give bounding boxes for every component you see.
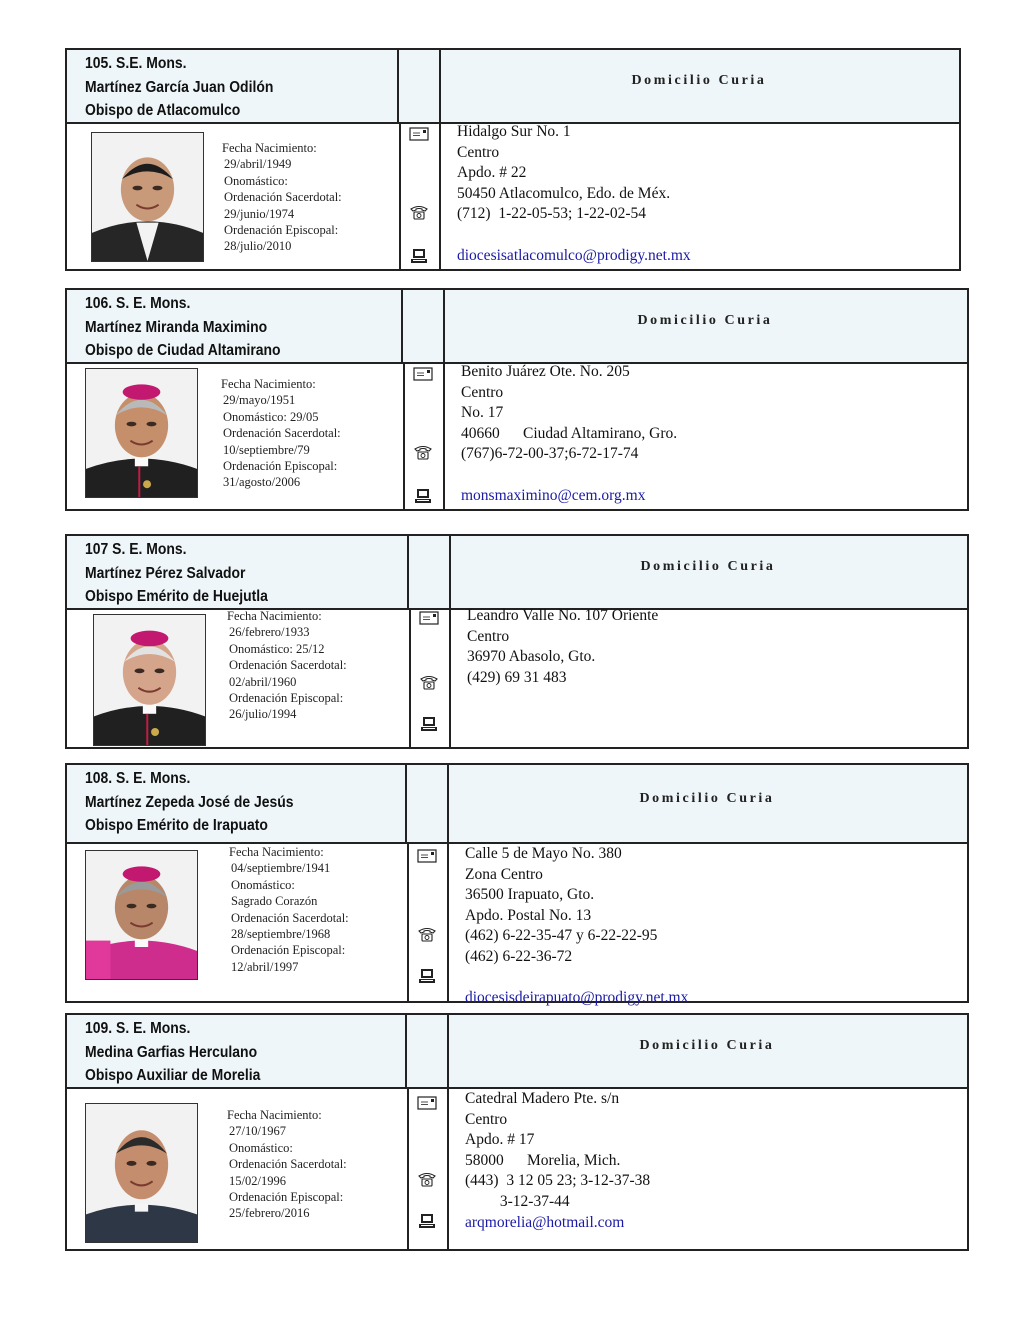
curia-address (465, 844, 688, 1009)
entry-number-title: 109. S. E. Mons. (85, 1020, 191, 1037)
entry-title-block (67, 50, 399, 122)
bio-cell (67, 842, 409, 1001)
address-line: (429) 69 31 483 (467, 668, 567, 686)
bio-dates (221, 376, 341, 491)
header-curia-cell (439, 50, 959, 122)
address-cell (445, 362, 967, 509)
bio-date-line: Ordenación Episcopal: (223, 459, 338, 474)
contact-icons-cell (399, 122, 441, 269)
entry-body (67, 1087, 967, 1249)
bishop-position: Obispo de Atlacomulco (85, 102, 241, 119)
header-curia-cell (447, 1015, 967, 1087)
address-line: (767)6-72-00-37;6-72-17-74 (461, 445, 639, 463)
bishop-name: Martínez Miranda Maximino (85, 318, 268, 336)
curia-address (467, 606, 658, 688)
entry-body (67, 608, 967, 747)
bio-date-line: 31/agosto/2006 (223, 475, 301, 490)
bio-date-line: 10/septiembre/79 (223, 442, 310, 457)
address-line: 36500 Irapuato, Gto. (465, 886, 595, 904)
bishop-name: Medina Garfias Herculano (85, 1043, 258, 1061)
bio-dates (227, 1107, 347, 1222)
address-line: Leandro Valle No. 107 Oriente (467, 607, 659, 624)
bio-dates (222, 140, 342, 255)
bio-date-line: 15/02/1996 (229, 1173, 286, 1188)
directory-entry (65, 763, 969, 1007)
directory-entry (65, 288, 969, 511)
header-icon-cell (403, 290, 445, 362)
entry-header (67, 50, 959, 124)
bio-cell (67, 122, 401, 269)
contact-icons-cell (407, 842, 449, 1001)
bio-date-line: Onomástico: (229, 1140, 293, 1155)
bio-date-line: 28/julio/2010 (224, 239, 292, 254)
entry-header (67, 1015, 967, 1089)
bishop-name: Martínez Pérez Salvador (85, 564, 246, 582)
address-line: Zona Centro (465, 865, 543, 883)
domicilio-curia-label: Domicilio Curia (640, 559, 776, 574)
header-icon-cell (407, 765, 449, 842)
bio-date-line: Fecha Nacimiento: (222, 141, 317, 155)
bio-date-line: Ordenación Sacerdotal: (231, 910, 349, 925)
address-spacer (465, 968, 688, 989)
address-line: Apdo. # 22 (457, 164, 527, 182)
bishop-photo (85, 1103, 198, 1243)
header-icon-cell (399, 50, 441, 122)
curia-address (465, 1089, 650, 1233)
address-cell (449, 1087, 967, 1249)
header-curia-cell (443, 290, 967, 362)
bishop-name: Martínez Zepeda José de Jesús (85, 793, 294, 811)
bio-cell (67, 1087, 409, 1249)
header-icon-cell (409, 536, 451, 608)
address-line: 40660 Ciudad Altamirano, Gro. (461, 424, 678, 442)
contact-icons-cell (403, 362, 445, 509)
bio-date-line: 27/10/1967 (229, 1124, 286, 1139)
address-line: Centro (465, 1110, 508, 1128)
domicilio-curia-label: Domicilio Curia (631, 73, 767, 88)
address-line: (462) 6-22-36-72 (465, 947, 573, 965)
curia-address (457, 122, 691, 266)
header-icon-cell (407, 1015, 449, 1087)
address-line: (712) 1-22-05-53; 1-22-02-54 (457, 205, 646, 223)
email-link[interactable]: arqmorelia@hotmail.com (465, 1213, 625, 1231)
address-line: (462) 6-22-35-47 y 6-22-22-95 (465, 927, 658, 945)
contact-icons-cell (409, 608, 451, 747)
address-line: 50450 Atlacomulco, Edo. de Méx. (457, 184, 671, 202)
bishop-position: Obispo Auxiliar de Morelia (85, 1067, 261, 1084)
email-link[interactable]: diocesisatlacomulco@prodigy.net.mx (457, 246, 691, 264)
bio-date-line: 02/abril/1960 (229, 674, 297, 689)
address-cell (449, 842, 967, 1007)
telephone-icon (417, 926, 437, 942)
address-cell (451, 608, 967, 747)
domicilio-curia-label: Domicilio Curia (639, 1038, 775, 1053)
address-line: 36970 Abasolo, Gto. (467, 648, 596, 666)
domicilio-curia-label: Domicilio Curia (639, 790, 775, 806)
curia-address (461, 362, 677, 506)
bio-date-line: Onomástico: 29/05 (223, 409, 319, 424)
computer-icon (417, 1213, 437, 1229)
header-curia-cell (449, 536, 967, 608)
entry-header (67, 290, 967, 364)
entry-number-title: 106. S. E. Mons. (85, 295, 191, 312)
envelope-icon (417, 1095, 437, 1111)
bio-date-line: Ordenación Episcopal: (229, 1190, 344, 1205)
bio-date-line: 04/septiembre/1941 (231, 861, 331, 876)
bio-dates (229, 844, 349, 975)
bio-date-line: 26/febrero/1933 (229, 625, 310, 640)
computer-icon (409, 248, 429, 264)
bio-date-line: Fecha Nacimiento: (227, 1108, 322, 1122)
computer-icon (419, 716, 439, 732)
address-line: Apdo. # 17 (465, 1131, 535, 1149)
address-line: Benito Juárez Ote. No. 205 (461, 363, 630, 380)
bio-date-line: Sagrado Corazón (231, 894, 318, 909)
entry-header (67, 765, 967, 844)
entry-title-block (67, 1015, 407, 1087)
bio-cell (67, 362, 405, 509)
bio-date-line: 26/julio/1994 (229, 707, 297, 722)
bishop-position: Obispo Emérito de Irapuato (85, 817, 268, 834)
entry-header (67, 536, 967, 610)
bio-date-line: 28/septiembre/1968 (231, 927, 331, 942)
directory-entry (65, 534, 969, 749)
address-line: Centro (467, 627, 510, 645)
address-line: Calle 5 de Mayo No. 380 (465, 845, 622, 862)
bio-date-line: Fecha Nacimiento: (227, 609, 322, 623)
bio-date-line: Ordenación Episcopal: (224, 223, 339, 238)
entry-number-title: 105. S.E. Mons. (85, 55, 187, 72)
directory-entry (65, 1013, 969, 1251)
envelope-icon (417, 848, 437, 864)
computer-icon (413, 488, 433, 504)
address-line: No. 17 (461, 404, 504, 422)
entry-body (67, 122, 959, 269)
bio-date-line: Onomástico: (231, 877, 295, 892)
bio-date-line: 25/febrero/2016 (229, 1206, 310, 1221)
bio-date-line: Fecha Nacimiento: (221, 377, 316, 391)
entry-title-block (67, 765, 407, 842)
envelope-icon (413, 366, 433, 382)
address-line: 58000 Morelia, Mich. (465, 1151, 621, 1169)
address-spacer (457, 225, 691, 246)
address-line: Catedral Madero Pte. s/n (465, 1090, 620, 1107)
bio-date-line: Ordenación Sacerdotal: (229, 1157, 347, 1172)
computer-icon (417, 968, 437, 984)
address-line: Hidalgo Sur No. 1 (457, 123, 571, 140)
bio-date-line: Ordenación Sacerdotal: (224, 190, 342, 205)
telephone-icon (413, 444, 433, 460)
entry-title-block (67, 290, 403, 362)
bio-dates (227, 608, 347, 723)
address-cell (441, 122, 959, 269)
header-curia-cell (447, 765, 967, 842)
bio-date-line: Ordenación Episcopal: (229, 691, 344, 706)
email-link[interactable]: diocesisdeirapuato@prodigy.net.mx (465, 989, 689, 1007)
entry-body (67, 842, 967, 1007)
entry-number-title: 108. S. E. Mons. (85, 770, 191, 787)
bio-date-line: 29/junio/1974 (224, 206, 295, 221)
address-line: (443) 3 12 05 23; 3-12-37-38 (465, 1172, 651, 1190)
bio-date-line: Onomástico: 25/12 (229, 641, 325, 656)
bio-date-line: Ordenación Episcopal: (231, 943, 346, 958)
envelope-icon (409, 126, 429, 142)
bio-date-line: Ordenación Sacerdotal: (229, 658, 347, 673)
address-line: Centro (461, 383, 504, 401)
address-spacer (461, 465, 677, 486)
contact-icons-cell (407, 1087, 449, 1249)
address-line: Centro (457, 143, 500, 161)
entry-title-block (67, 536, 409, 608)
bishop-name: Martínez García Juan Odilón (85, 78, 274, 96)
bio-date-line: Fecha Nacimiento: (229, 845, 324, 859)
telephone-icon (417, 1171, 437, 1187)
bishop-position: Obispo Emérito de Huejutla (85, 588, 268, 605)
address-line: 3-12-37-44 (465, 1192, 570, 1210)
envelope-icon (419, 610, 439, 626)
bio-date-line: Ordenación Sacerdotal: (223, 426, 341, 441)
bio-date-line: 29/mayo/1951 (223, 393, 296, 408)
email-link[interactable]: monsmaximino@cem.org.mx (461, 486, 646, 504)
bio-cell (67, 608, 411, 747)
telephone-icon (409, 204, 429, 220)
bishop-photo (91, 132, 204, 262)
entry-number-title: 107 S. E. Mons. (85, 541, 187, 558)
bio-date-line: 12/abril/1997 (231, 959, 299, 974)
bio-date-line: Onomástico: (224, 173, 288, 188)
telephone-icon (419, 674, 439, 690)
entry-body (67, 362, 967, 509)
directory-entry (65, 48, 961, 271)
bishop-photo (93, 614, 206, 746)
domicilio-curia-label: Domicilio Curia (637, 313, 773, 328)
bishop-photo (85, 368, 198, 498)
address-line: Apdo. Postal No. 13 (465, 906, 592, 924)
bishop-photo (85, 850, 198, 980)
bio-date-line: 29/abril/1949 (224, 157, 292, 172)
bishop-position: Obispo de Ciudad Altamirano (85, 342, 281, 359)
